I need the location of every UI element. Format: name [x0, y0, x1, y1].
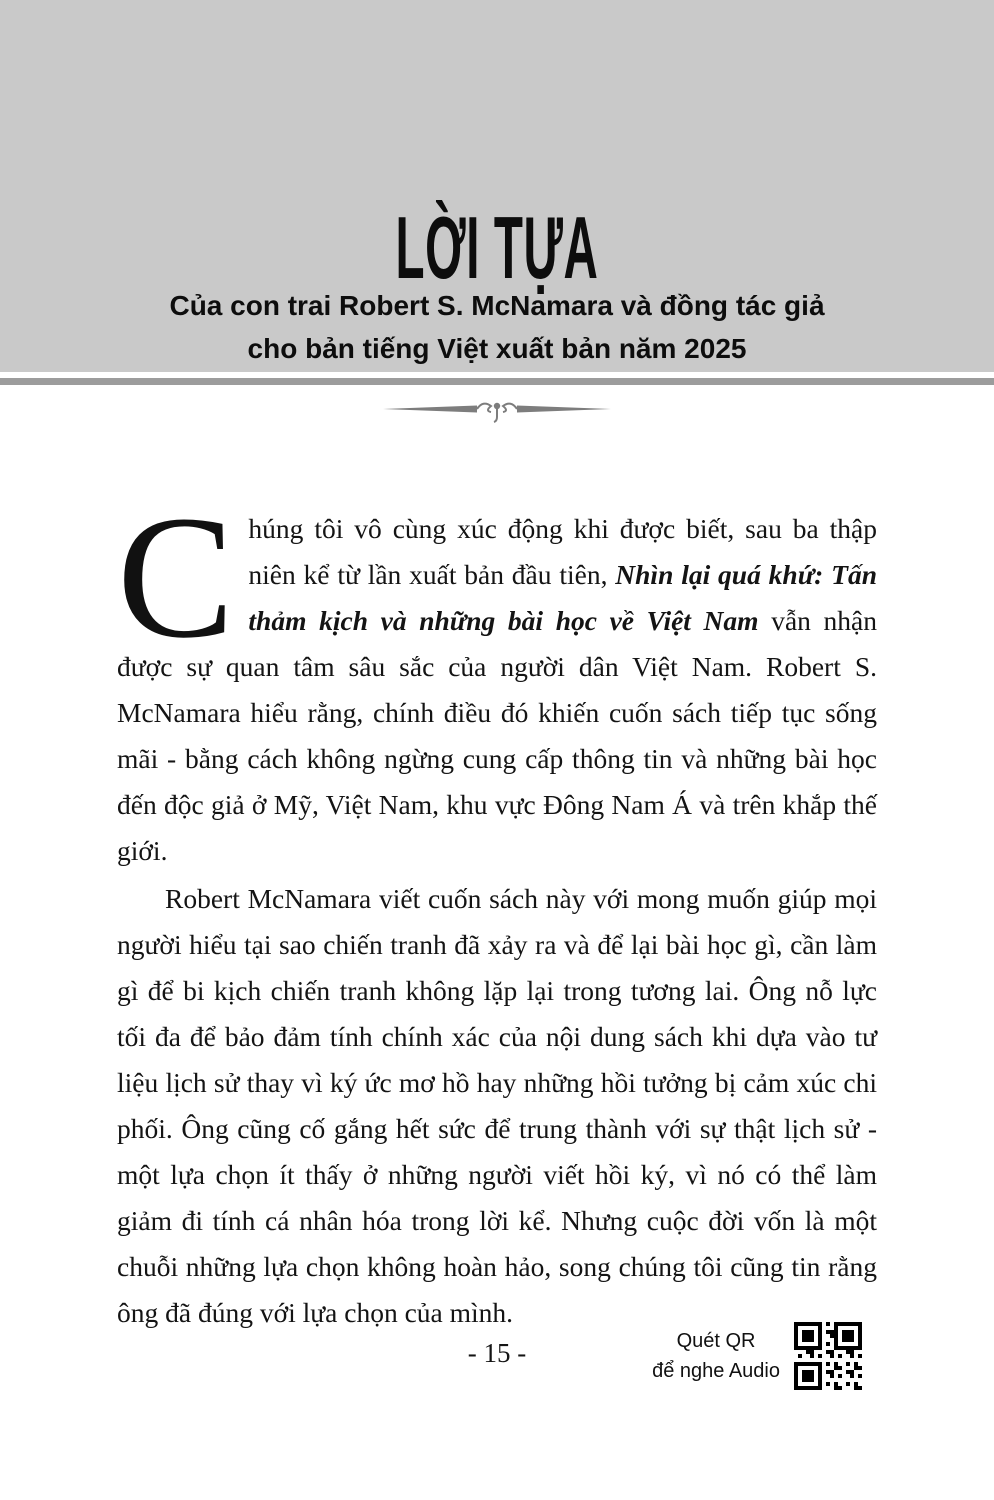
para1-text-after: vẫn nhận được sự quan tâm sâu sắc của người dân Việt Nam. Robert S. McNamara hiểu rằng, chính điều đó khiến cuốn sách tiếp tục sống mãi - bằng cách không ngừng cung cấp thông tin và những bài học đến độc giả ở Mỹ, Việt Nam, khu vực Đông Nam Á và trên khắp thế giới. [117, 605, 877, 866]
page-number: - 15 - [467, 1338, 527, 1368]
qr-block [652, 1322, 862, 1390]
header-rule [0, 378, 994, 385]
qr-code-icon [794, 1322, 862, 1390]
book-title-emphasis: Nhìn lại quá khứ: Tấn thảm kịch và những bài học về Việt Nam [248, 559, 877, 636]
page-subtitle-line1: Của con trai Robert S. McNamara và đồng tác giả [169, 290, 825, 321]
page-title: LỜI TỰA [395, 199, 599, 298]
qr-label-line1: Quét QR [676, 1330, 756, 1352]
flourish-icon [377, 394, 617, 424]
para1-text: húng tôi vô cùng xúc động khi được biết, sau ba thập niên kể từ lần xuất bản đầu tiên, [248, 513, 877, 590]
paragraph-2: Robert McNamara viết cuốn sách này với mong muốn giúp mọi người hiểu tại sao chiến tranh đã xảy ra và để lại bài học gì, cần làm gì để bi kịch chiến tranh không lặp lại trong tương lai. Ông nỗ lực tối đa để bảo đảm tính chính xác của nội dung sách khi dựa vào tư liệu lịch sử thay vì ký ức mơ hồ hay những hồi tưởng bị cảm xúc chi phối. Ông cũng cố gắng hết sức để trung thành với sự thật lịch sử - một lựa chọn ít thấy ở những người viết hồi ký, vì nó có thể làm giảm đi tính cá nhân hóa trong lời kể. Nhưng cuộc đời vốn là một chuỗi những lựa chọn không hoàn hảo, song chúng tôi cũng tin rằng ông đã đúng với lựa chọn của mình. [117, 883, 877, 1328]
page-subtitle-line2: cho bản tiếng Việt xuất bản năm 2025 [247, 333, 747, 364]
dropcap: C [117, 480, 235, 675]
body-text [117, 480, 877, 1336]
qr-label-line2: để nghe Audio [652, 1360, 780, 1382]
qr-label [652, 1326, 780, 1386]
ornament-divider [0, 392, 994, 426]
paragraph-1 [117, 480, 877, 874]
